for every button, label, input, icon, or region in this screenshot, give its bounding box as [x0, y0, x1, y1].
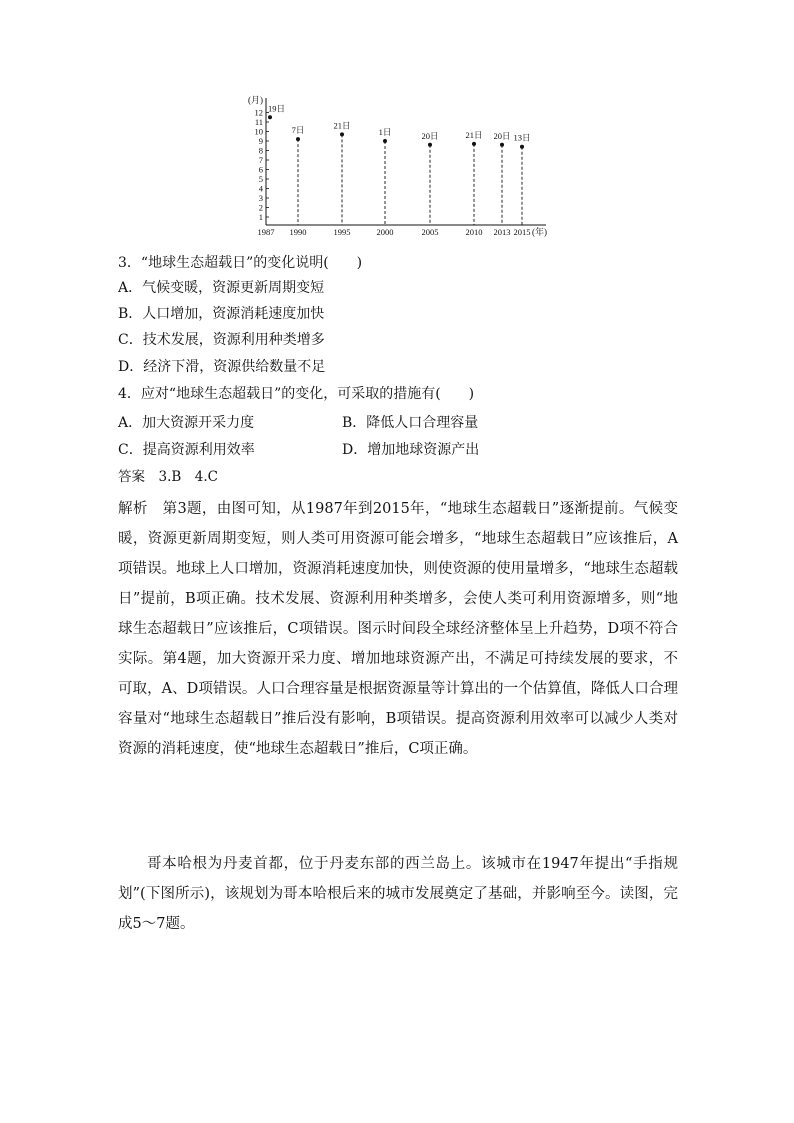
q4-option-c: C．提高资源利用效率	[118, 442, 255, 458]
intro-paragraph: 哥本哈根为丹麦首都，位于丹麦东部的西兰岛上。该城市在1947年提出“手指规划”(下图所示)，该规划为哥本哈根后来的城市发展奠定了基础，并影响至今。读图，完成5～7题。	[118, 856, 678, 932]
data-point	[520, 145, 524, 149]
data-point	[383, 139, 387, 143]
question-4-stem: 4．应对“地球生态超载日”的变化，可采取的措施有( )	[118, 386, 475, 402]
data-label: 1日	[378, 127, 392, 137]
q4-option-d: D．增加地球资源产出	[342, 442, 480, 458]
data-point	[340, 132, 344, 136]
x-tick-labels	[258, 227, 531, 237]
data-label: 20日	[421, 130, 439, 141]
x-tick-label: 2000	[376, 227, 394, 237]
q3-option-a: A．气候变暖，资源更新周期变短	[118, 280, 325, 296]
data-point	[428, 143, 432, 147]
x-tick-label: 2013	[493, 227, 511, 237]
x-tick-label: 1995	[333, 227, 351, 237]
y-tick-label: 2	[258, 202, 263, 213]
y-axis-label: (月)	[248, 95, 263, 105]
x-axis-label: (年)	[532, 227, 547, 237]
question-3-stem: 3．“地球生态超载日”的变化说明( )	[118, 255, 363, 271]
y-tick-label: 10	[254, 126, 263, 137]
y-tick-label: 11	[254, 117, 263, 127]
y-tick-label: 12	[254, 107, 263, 118]
q4-option-b: B．降低人口合理容量	[342, 415, 479, 431]
y-tick-label: 8	[258, 145, 263, 156]
y-tick-labels	[255, 108, 270, 223]
q4-option-a: A．加大资源开采力度	[118, 415, 255, 431]
y-tick-label: 1	[258, 212, 263, 222]
data-label: 7日	[291, 125, 305, 136]
x-tick-label: 2005	[421, 227, 439, 237]
q3-option-b: B．人口增加，资源消耗速度加快	[118, 306, 325, 322]
analysis-paragraph: 解析 第3题，由图可知，从1987年到2015年，“地球生态超载日”逐渐提前。气候变暖，资源更新周期变短，则人类可用资源可能会增多，“地球生态超载日”应该推后，A项错误。地球上人口增加，资源消耗速度加快，则使资源的使用量增多，“地球生态超载日”提前，B项正确。技术发展、资源利用种类增多，会使人类可利用资源增多，则“地球生态超载日”应该推后，C项错误。图示时间段全球经济整体呈上升趋势，D项不符合实际。第4题，加大资源开采力度、增加地球资源产出，不满足可持续发展的要求，不可取，A、D项错误。人口合理容量是根据资源量等计算出的一个估算值，降低人口合理容量对“地球生态超载日”推后没有影响，B项错误。提高资源利用效率可以减少人类对资源的消耗速度，使“地球生态超载日”推后，C项正确。	[118, 501, 678, 757]
y-tick-label: 9	[258, 136, 263, 146]
overshoot-day-chart	[248, 90, 553, 240]
y-tick-label: 5	[258, 174, 263, 184]
data-marks	[268, 103, 531, 225]
data-label: 13日	[513, 132, 531, 143]
x-tick-label: 1987	[257, 227, 275, 237]
data-point	[268, 115, 272, 119]
data-point	[500, 143, 504, 147]
data-label: 20日	[493, 130, 511, 141]
y-tick-label: 6	[258, 164, 263, 175]
q3-option-d: D．经济下滑，资源供给数量不足	[118, 359, 326, 375]
data-label: 19日	[268, 103, 286, 114]
y-tick-label: 7	[258, 155, 263, 165]
data-label: 21日	[333, 120, 351, 131]
y-tick-label: 3	[258, 193, 263, 203]
x-tick-label: 1990	[289, 227, 307, 237]
answer-line: 答案 3.B 4.C	[118, 469, 219, 485]
data-label: 21日	[465, 129, 483, 140]
x-tick-label: 2010	[465, 227, 483, 237]
x-tick-label: 2015	[513, 227, 531, 237]
y-tick-label: 4	[258, 183, 263, 194]
q3-option-c: C．技术发展，资源利用种类增多	[118, 332, 325, 348]
data-point	[472, 142, 476, 146]
data-point	[296, 137, 300, 141]
